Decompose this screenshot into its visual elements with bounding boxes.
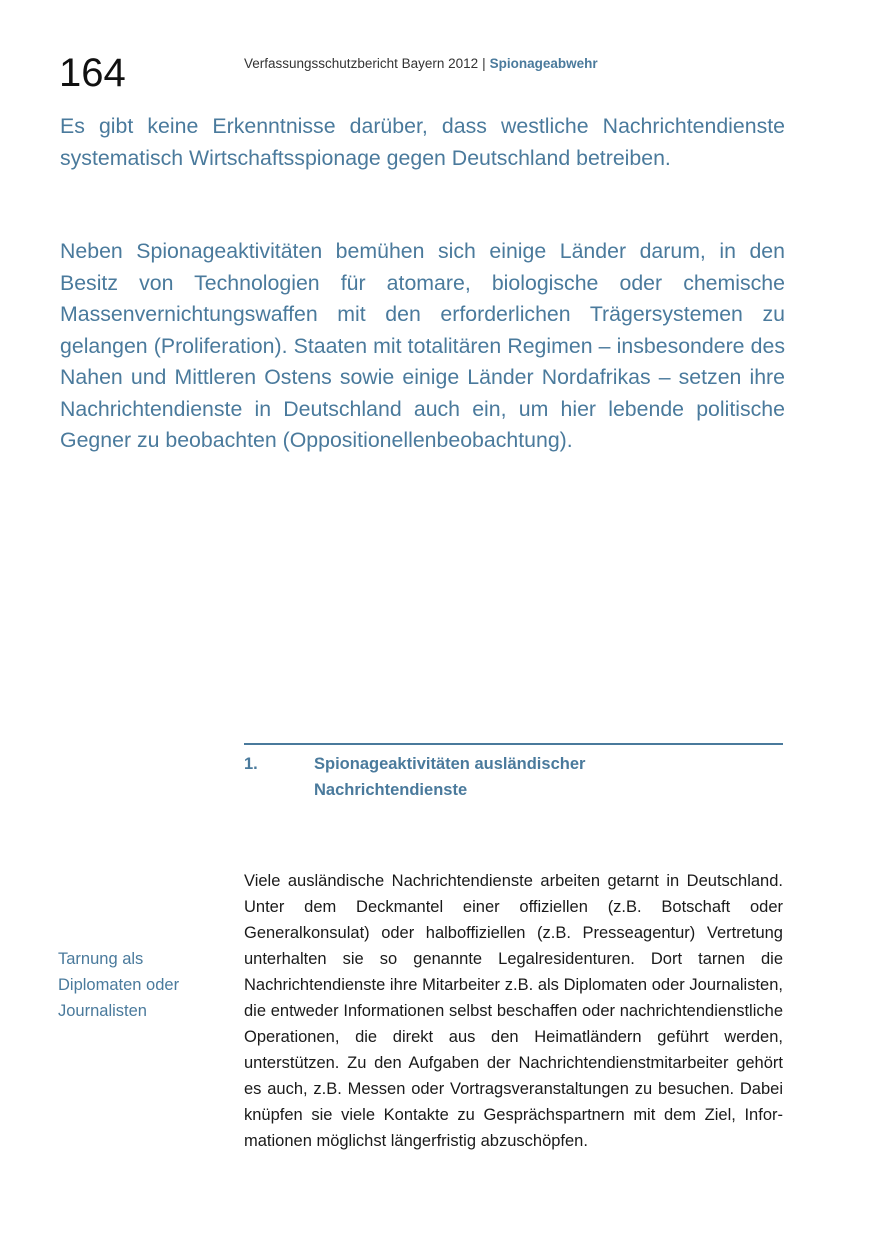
running-header [244,56,598,72]
report-title: Verfassungsschutzbericht Bayern 2012 [244,56,479,71]
page-number: 164 [59,51,126,95]
margin-note: Tarnung als Diplomaten oder Journalisten [58,950,180,1020]
section-divider [244,743,783,745]
chapter-title: Spionageabwehr [489,56,598,71]
body-paragraph: Viele ausländische Nachrichtendienste arbeiten getarnt in Deutschland. Unter dem Deckmantel einer offiziellen (z.B. Botschaft oder Generalkonsulat) oder halboffiziellen (z.B. Presseagentur) Vertretung unterhalten sie so genannte Legalresidenturen. Dort tarnen die Nachrichtendienste ihre Mitarbeiter z.B. als Diplomaten oder Journalisten, die entweder Informationen selbst beschaffen oder nachrichtendienstliche Operationen, die direkt aus den Heimatländern geführt werden, unterstützen. Zu den Aufgaben der Nachrichtendienstmitarbeiter gehört es auch, z.B. Messen oder Vortragsveranstaltungen zu besuchen. Dabei knüpfen sie viele Kontakte zu Gesprächspartnern mit dem Ziel, Informationen möglichst längerfristig abzuschöpfen. [244,872,783,1150]
section-heading: Spionageaktivitäten ausländischer Nachrichtendienste [314,755,586,799]
lead-paragraph-2: Neben Spionageaktivitäten bemühen sich einige Länder darum, in den Besitz von Technologien für atomare, biologische oder chemische Massenvernichtungswaffen mit den erforderlichen Trägersystemen zu gelangen (Proliferation). Staaten mit totalitären Regimen – insbesondere des Nahen und Mittleren Ostens sowie einige Länder Nordafrikas – setzen ihre Nachrichtendienste in Deutschland auch ein, um hier lebende politische Gegner zu beobachten (Oppositionellenbeobachtung). [60,239,785,452]
section-number: 1. [244,755,258,773]
lead-paragraph-1: Es gibt keine Erkenntnisse darüber, dass westliche Nachrichtendienste systematisch Wirtschaftsspionage gegen Deutschland betreiben. [60,114,785,170]
header-separator: | [482,56,486,71]
